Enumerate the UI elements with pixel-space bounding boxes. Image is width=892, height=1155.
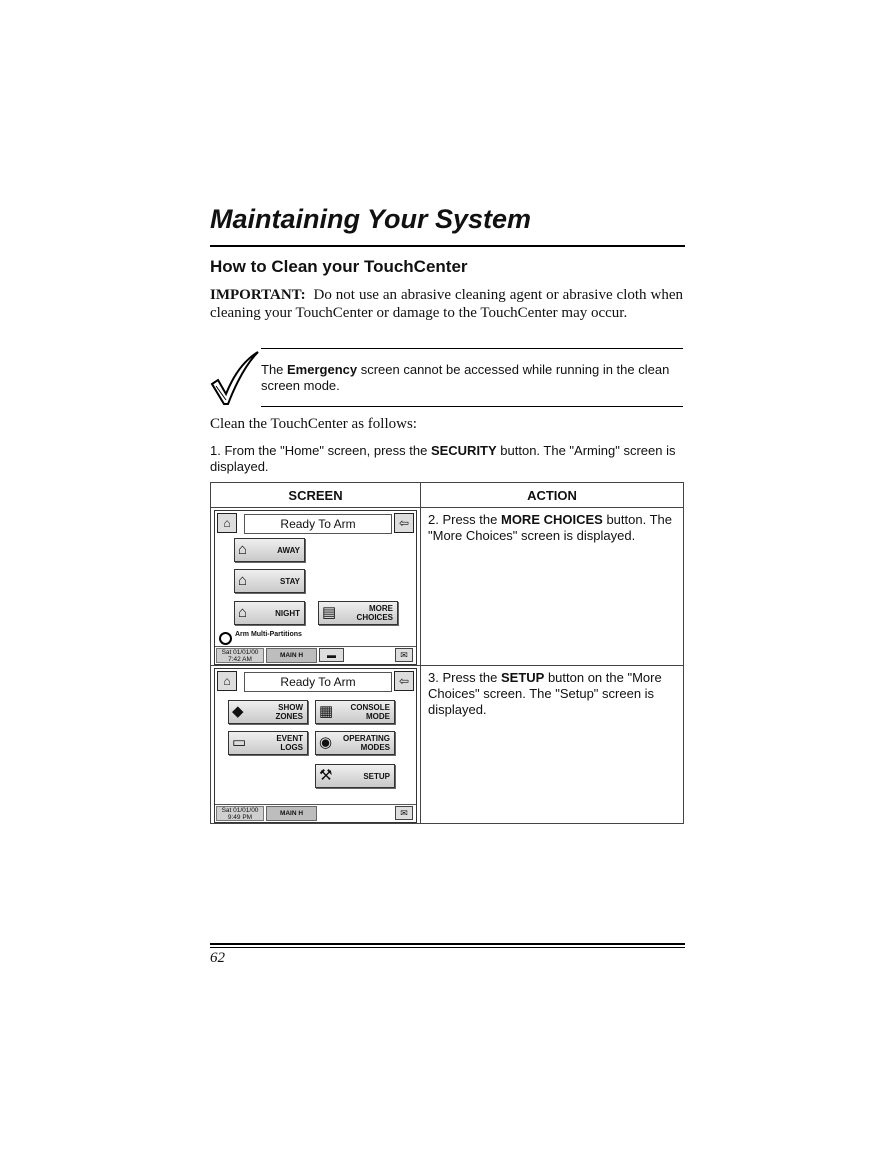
disc-icon: ◉ [319, 734, 333, 751]
stay-button[interactable] [234, 569, 305, 593]
screen-cell [211, 666, 421, 824]
setup-button[interactable] [315, 764, 395, 788]
show-zones-label: SHOW ZONES [275, 703, 303, 721]
page-number: 62 [210, 950, 225, 966]
footer-rule [210, 943, 685, 945]
date-text: Sat 01/01/00 [221, 807, 259, 814]
house-icon: ⌂ [238, 541, 248, 558]
arm-multi-partitions-radio[interactable] [219, 632, 232, 645]
back-arrow-icon: ⇦ [394, 671, 414, 691]
header-action: ACTION [421, 483, 684, 508]
header-screen: SCREEN [211, 483, 421, 508]
tools-icon: ⚒ [319, 767, 333, 784]
table-row [211, 666, 684, 824]
time-text: 9:49 PM [227, 813, 253, 821]
action-cell [421, 666, 684, 824]
action-pre: 3. Press the [428, 670, 501, 685]
house-moon-icon: ⌂ [238, 604, 248, 621]
step-1-bold: SECURITY [430, 443, 497, 458]
date-time [216, 648, 264, 663]
important-paragraph [210, 287, 683, 322]
more-choices-label: MORE CHOICES [356, 604, 393, 622]
show-zones-button[interactable] [228, 700, 308, 724]
step-1-post: button. The "Arming" screen is displayed. [210, 443, 676, 474]
console-mode-label: CONSOLE MODE [350, 703, 390, 721]
date-time [216, 806, 264, 821]
note-rule-top [261, 348, 683, 349]
night-label: NIGHT [275, 608, 300, 618]
time-text: 7:42 AM [228, 655, 252, 663]
operating-modes-button[interactable] [315, 731, 395, 755]
note-text [261, 362, 681, 394]
house-icon: ⌂ [238, 572, 248, 589]
operating-modes-label: OPERATING MODES [343, 734, 390, 752]
action-cell [421, 508, 684, 666]
important-text: Do not use an abrasive cleaning agent or abrasive cloth when cleaning your TouchCenter or damage to the TouchCenter may occur. [210, 287, 684, 321]
screen-footer [215, 804, 416, 822]
footer-rule [210, 947, 685, 948]
away-label: AWAY [277, 545, 300, 555]
keypad-icon: ▦ [319, 703, 334, 720]
main-h-button[interactable]: MAIN H [266, 806, 317, 821]
arming-screen [214, 510, 417, 665]
checkmark-icon [210, 350, 260, 406]
event-logs-label: EVENT LOGS [276, 734, 303, 752]
important-label: IMPORTANT: [210, 287, 306, 303]
step-1 [210, 443, 684, 475]
note-rule-bottom [261, 406, 683, 407]
page-title: Maintaining Your System [210, 204, 532, 234]
table-row [211, 508, 684, 666]
home-icon: ⌂ [217, 671, 237, 691]
screen-topbar [217, 513, 413, 535]
more-choices-button[interactable] [318, 601, 398, 625]
document-icon: ▭ [232, 734, 247, 751]
action-bold: SETUP [500, 670, 545, 685]
cube-icon: ◆ [232, 703, 244, 720]
away-button[interactable] [234, 538, 305, 562]
setup-label: SETUP [363, 771, 390, 781]
note-bold: Emergency [287, 362, 358, 377]
event-logs-button[interactable] [228, 731, 308, 755]
action-pre: 2. Press the [428, 512, 501, 527]
screen-footer [215, 646, 416, 664]
note-post: screen cannot be accessed while running in the clean screen mode. [261, 362, 670, 393]
arm-multi-partitions-label: Arm Multi-Partitions [235, 631, 302, 638]
back-arrow-icon: ⇦ [394, 513, 414, 533]
note-pre: The [261, 362, 288, 377]
camera-icon[interactable]: ▬ [319, 648, 344, 662]
table-header-row [211, 483, 684, 508]
stay-label: STAY [279, 576, 300, 586]
title-rule [210, 245, 685, 247]
message-icon[interactable]: ✉ [395, 806, 413, 820]
status-display: Ready To Arm [244, 672, 392, 692]
main-h-button[interactable]: MAIN H [266, 648, 317, 663]
home-icon: ⌂ [217, 513, 237, 533]
console-mode-button[interactable] [315, 700, 395, 724]
action-bold: MORE CHOICES [500, 512, 603, 527]
steps-table [210, 482, 684, 824]
action-post: button on the "More Choices" screen. The "Setup" screen is displayed. [428, 670, 662, 717]
night-button[interactable] [234, 601, 305, 625]
clean-intro: Clean the TouchCenter as follows: [210, 416, 417, 432]
screen-cell [211, 508, 421, 666]
screen-topbar [217, 671, 413, 693]
list-plus-icon: ▤ [322, 604, 337, 621]
step-1-pre: 1. From the "Home" screen, press the [210, 443, 431, 458]
action-post: button. The "More Choices" screen is displayed. [428, 512, 672, 543]
date-text: Sat 01/01/00 [221, 649, 259, 656]
section-heading: How to Clean your TouchCenter [210, 257, 468, 276]
status-display: Ready To Arm [244, 514, 392, 534]
more-choices-screen [214, 668, 417, 823]
message-icon[interactable]: ✉ [395, 648, 413, 662]
